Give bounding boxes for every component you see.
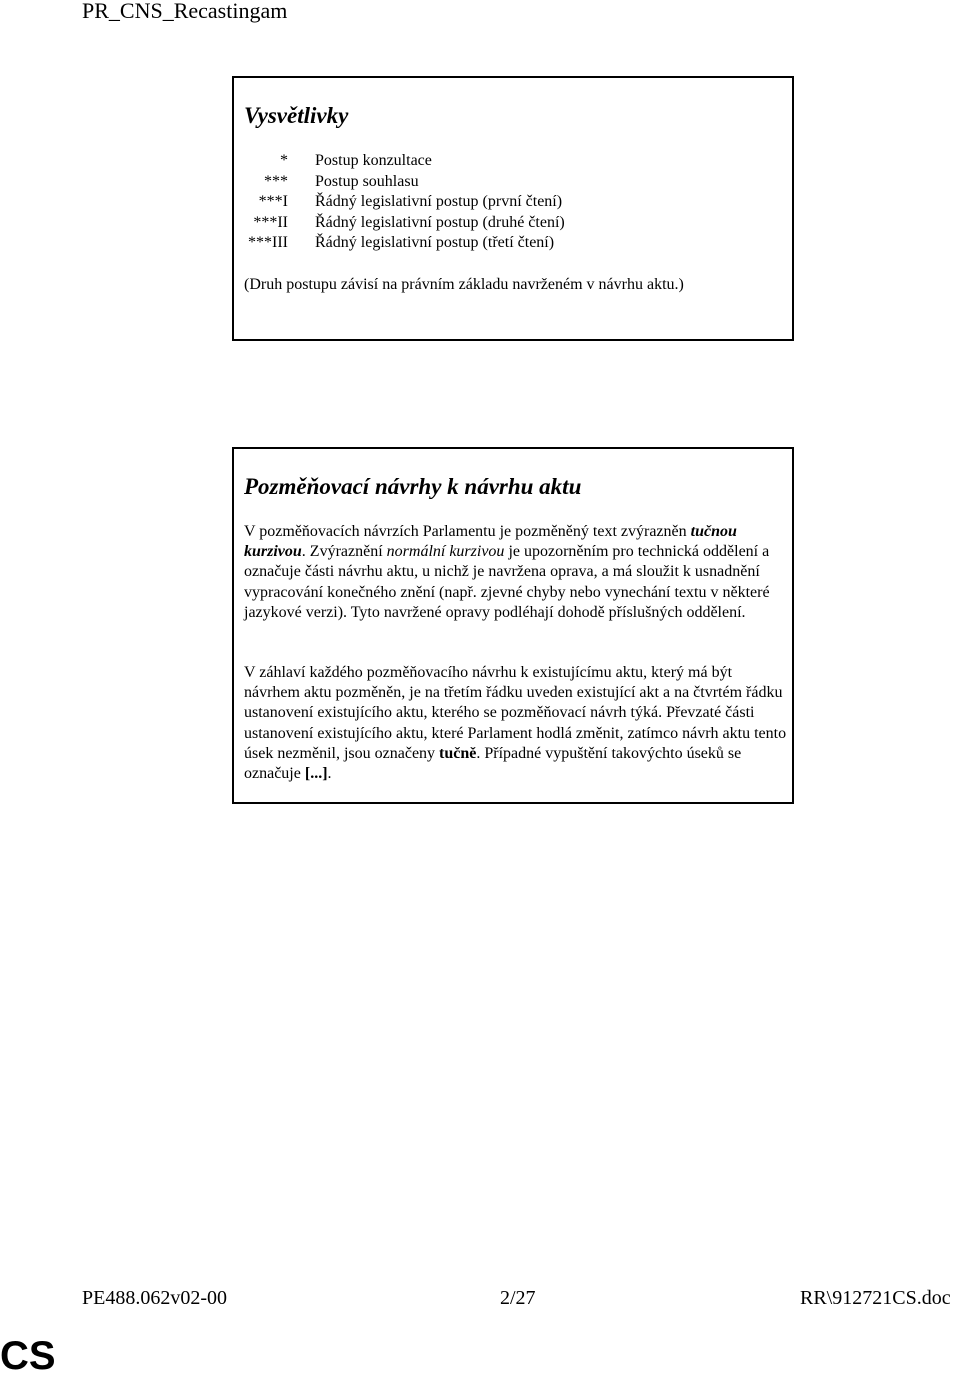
legend-row — [234, 151, 565, 172]
legend-symbol: ***I — [258, 193, 288, 210]
amendments-heading: Pozměňovací návrhy k návrhu aktu — [244, 474, 582, 499]
amendments-box — [232, 447, 794, 804]
p2-bold: tučně — [439, 744, 477, 762]
footer-page-number: 2/27 — [500, 1287, 536, 1309]
legend-symbol: ***III — [248, 234, 288, 251]
legend-symbol: * — [280, 152, 288, 169]
p1-text-c: . Zvýraznění — [301, 543, 387, 561]
document-header-title: PR_CNS_Recastingam — [82, 0, 288, 23]
amendments-paragraph-2 — [244, 663, 789, 784]
legend-row — [234, 192, 565, 213]
p2-text-c: . Případné vypuštění takovýchto úseků se označuje — [244, 744, 742, 783]
legend-list — [234, 151, 565, 254]
p2-bold-ellipsis: [...] — [304, 765, 328, 783]
legend-description: Postup souhlasu — [315, 172, 419, 190]
legend-box — [232, 76, 794, 341]
p2-text-e: . — [327, 765, 332, 783]
p2-text-a: V záhlaví každého pozměňovacího návrhu k existujícímu aktu, který má být návrhem aktu pozměněn, je na třetím řádku uveden existující akt a na čtvrtém řádku ustanovení existujícího aktu, kterého se pozměňovací návrh týká. Převzaté části ustanovení existujícího aktu, které Parlament hodlá změnit, zatímco návrh aktu tento úsek nezměnil, jsou označeny — [244, 664, 787, 762]
legend-row — [234, 172, 565, 193]
footer-document-reference: PE488.062v02-00 — [82, 1287, 227, 1309]
legend-row — [234, 213, 565, 234]
p1-text-e: je upozorněním pro technická oddělení a označuje části návrhu aktu, u nichž je navržena oprava, a má sloužit k usnadnění vypracování konečného znění (např. zjevné chyby nebo vynechání textu v některé jazykové verzi). Tyto navržené opravy podléhají dohodě příslušných oddělení. — [244, 543, 770, 621]
legend-symbol: ***II — [253, 213, 288, 231]
amendments-paragraph-1 — [244, 522, 789, 623]
p1-text-a: V pozměňovacích návrzích Parlamentu je pozměněný text zvýrazněn — [244, 523, 691, 540]
legend-note: (Druh postupu závisí na právním základu navrženém v návrhu aktu.) — [244, 276, 684, 293]
legend-description: Řádný legislativní postup (druhé čtení) — [315, 213, 565, 231]
footer-file-name: RR\912721CS.doc — [800, 1287, 951, 1309]
p1-bold-italic: tučnou kurzivou — [244, 523, 737, 561]
language-code: CS — [0, 1334, 56, 1378]
legend-description: Řádný legislativní postup (třetí čtení) — [315, 234, 555, 251]
p1-italic: normální kurzivou — [386, 543, 505, 561]
legend-row — [234, 233, 565, 254]
legend-description: Řádný legislativní postup (první čtení) — [315, 193, 563, 210]
legend-description: Postup konzultace — [315, 152, 432, 169]
legend-heading: Vysvětlivky — [244, 103, 349, 128]
legend-symbol: *** — [264, 172, 288, 190]
